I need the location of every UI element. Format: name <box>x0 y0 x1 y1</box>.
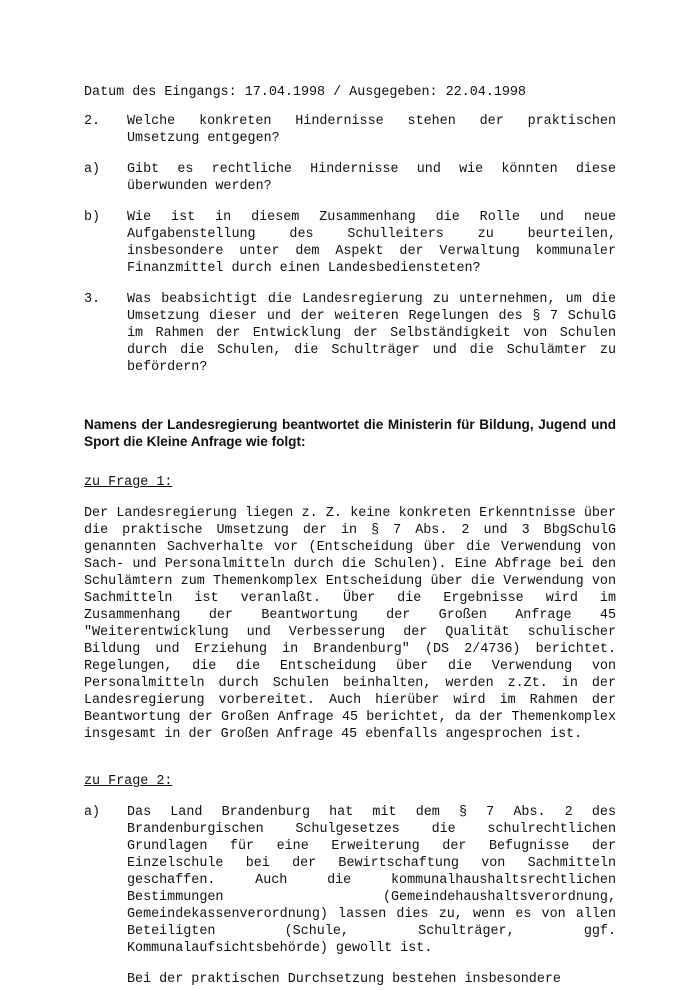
answer-2-heading: zu Frage 2: <box>84 774 173 789</box>
question-label: b) <box>84 210 101 225</box>
question-label: 2. <box>84 114 101 129</box>
question-2b <box>84 209 616 277</box>
answer-intro-heading: Namens der Landesregierung beantwortet die Ministerin für Bildung, Jugend und Sport die Kleine Anfrage wie folgt: <box>84 417 616 449</box>
answer-2a-continuation: Bei der praktischen Durchsetzung bestehen insbesondere <box>127 972 561 987</box>
document-page <box>84 84 616 988</box>
answer-1-heading: zu Frage 1: <box>84 475 173 490</box>
answer-2a <box>84 804 616 988</box>
question-label: a) <box>84 162 101 177</box>
answer-1-text: Der Landesregierung liegen z. Z. keine konkreten Erkenntnisse über die praktische Umsetzung der in § 7 Abs. 2 und 3 BbgSchulG genannten Sachverhalte vor (Entscheidung über die Verwendung von Sach- und Personalmitteln durch die Schulen). Eine Abfrage bei den Schulämtern zum Themenkomplex Entscheidung über die Verwendung von Sachmitteln ist veranlaßt. Über die Ergebnisse wird im Zusammenhang der Beantwortung der Großen Anfrage 45 "Weiterentwicklung und Verbesserung der Qualität schulischer Bildung und Erziehung in Brandenburg" (DS 2/4736) berichtet. Regelungen, die die Entscheidung über die Verwendung von Personalmitteln durch Schulen beinhalten, werden z.Zt. in der Landesregierung vorbereitet. Auch hierüber wird im Rahmen der Beantwortung der Großen Anfrage 45 berichtet, da der Themenkomplex insgesamt in der Großen Anfrage 45 ebenfalls angesprochen ist. <box>84 506 616 742</box>
question-text: Wie ist in diesem Zusammenhang die Rolle und neue Aufgabenstellung des Schulleiters zu beurteilen, insbesondere unter dem Aspekt der Verwaltung kommunaler Finanzmittel durch einen Landesbediensteten? <box>127 210 616 276</box>
question-2a <box>84 161 616 195</box>
question-text: Welche konkreten Hindernisse stehen der praktischen Umsetzung entgegen? <box>127 114 616 146</box>
question-text: Gibt es rechtliche Hindernisse und wie könnten diese überwunden werden? <box>127 162 616 194</box>
receipt-date-line: Datum des Eingangs: 17.04.1998 / Ausgegeben: 22.04.1998 <box>84 85 526 100</box>
question-text: Was beabsichtigt die Landesregierung zu unternehmen, um die Umsetzung dieser und der weiteren Regelungen des § 7 SchulG im Rahmen der Entwicklung der Selbständigkeit von Schulen durch die Schulen, die Schulträger und die Schulämter zu befördern? <box>127 292 616 375</box>
question-label: 3. <box>84 292 101 307</box>
answer-2a-text: Das Land Brandenburg hat mit dem § 7 Abs. 2 des Brandenburgischen Schulgesetzes die schulrechtlichen Grundlagen für eine Erweiterung der Befugnisse der Einzelschule bei der Bewirtschaftung von Sachmitteln geschaffen. Auch die kommunalhaushaltsrechtlichen Bestimmungen (Gemeindehaushaltsverordnung, Gemeindekassenverordnung) lassen dies zu, wenn es von allen Beteiligten (Schule, Schulträger, ggf. Kommunalaufsichtsbehörde) gewollt ist. <box>127 805 616 956</box>
question-2 <box>84 113 616 147</box>
question-3 <box>84 291 616 376</box>
answer-label: a) <box>84 805 101 820</box>
